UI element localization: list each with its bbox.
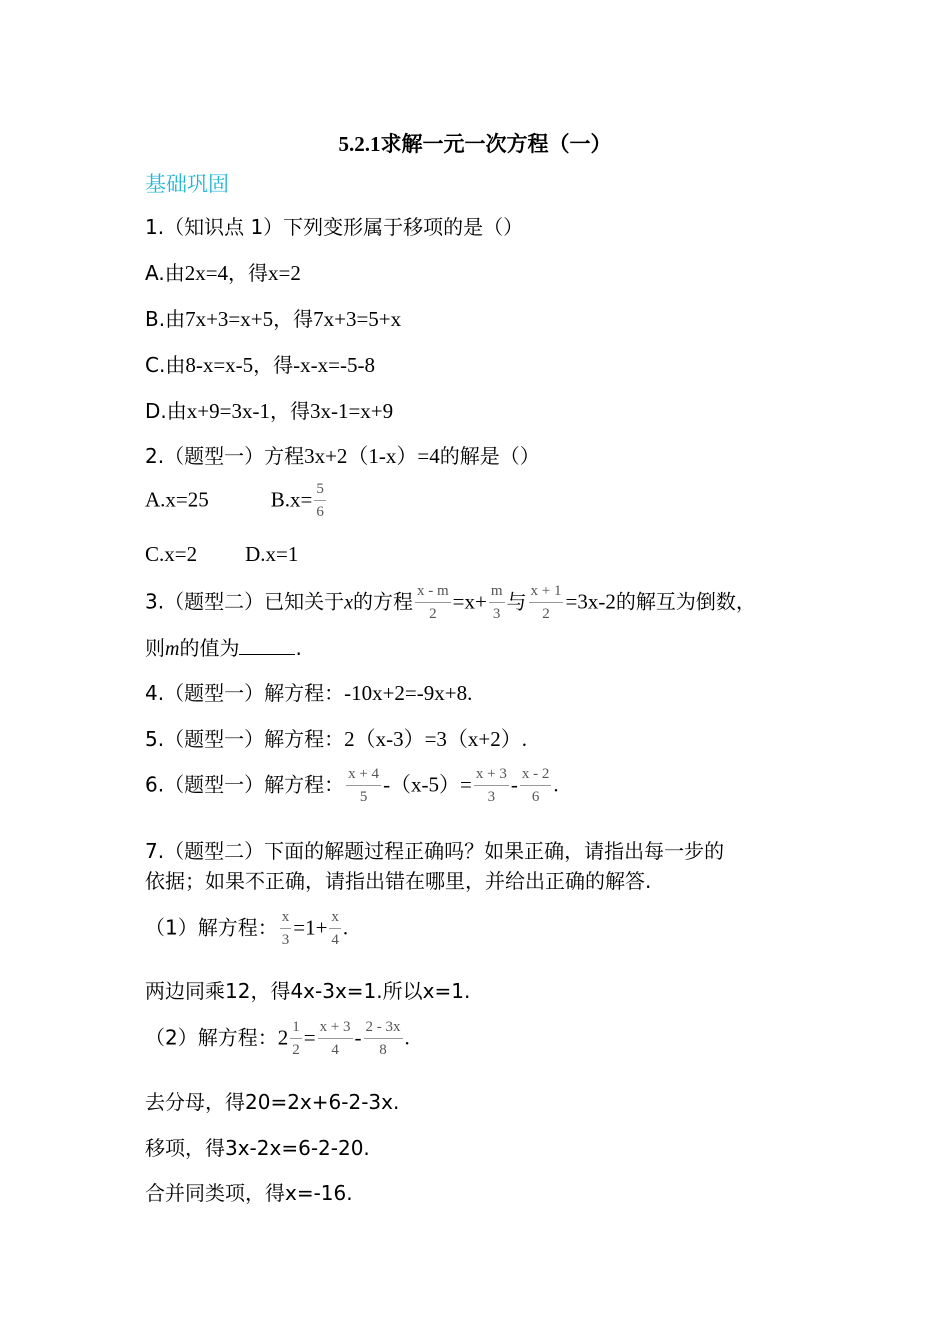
q2-b-denominator: 6 [316,504,324,520]
q3-f1-numerator: x - m [415,584,451,603]
answer-blank[interactable] [239,636,295,655]
q7-p2-f0-numerator: 1 [290,1020,302,1039]
q2-option-b: B.x= [270,487,313,512]
q2-option-c: C.x=2 [145,542,198,566]
q7-p2-f2-numerator: 2 - 3x [364,1020,403,1039]
q6-fraction-1 [346,767,381,805]
q6-f1-denominator: 5 [359,789,368,805]
q7-step-3: 合并同类项，得x=-16. [145,1181,353,1205]
q6-f2-denominator: 3 [487,789,496,805]
q1-c-middle: ，得 [253,353,294,377]
q6-f2-numerator: x + 3 [474,767,509,786]
q3-end: . [295,636,302,660]
q1-option-b [145,303,401,332]
q2-b-numerator: 5 [314,482,326,501]
q3-f2-numerator: m [489,584,505,603]
q7-part-2 [145,1020,410,1058]
q1-d-prefix: D.由 [145,399,187,423]
q7-p1-fraction-2 [329,910,341,948]
q4-equation: -10x+2=-9x+8. [344,681,473,705]
q3-line2-suffix: 的值为 [179,636,240,660]
q7-p1-f2-numerator: x [329,910,341,929]
q3-fraction-3 [529,584,564,622]
q7-p2-fraction-1 [318,1020,353,1058]
q7-p1-fraction-1 [280,910,292,948]
question-1-stem [145,211,523,240]
question-3-line-2 [145,632,302,661]
question-4 [145,677,472,706]
q2-options-row-1 [145,482,328,520]
q1-a-middle: ，得 [228,261,269,285]
q7-p2-f0-denominator: 2 [292,1042,300,1058]
q1-a-result: x=2 [268,261,301,285]
q7-p2-fraction-2 [364,1020,403,1058]
q6-fraction-2 [474,767,509,805]
q7-p1-step: 两边同乘12，得4x-3x=1.所以x=1. [145,979,471,1003]
q7-p1-prefix: （1）解方程： [145,915,278,940]
q3-fraction-2 [489,584,505,622]
q1-b-middle: ，得 [273,307,314,331]
q3-f3-denominator: 2 [542,606,550,622]
q1-stem-a: 1.（知识点 [145,215,245,239]
q2-b-fraction [314,482,326,520]
q2-option-a: A.x=25 [145,487,209,512]
q1-c-prefix: C.由 [145,353,186,377]
question-7-line-2: 依据；如果不正确，请指出错在哪里，并给出正确的解答. [145,869,652,893]
q2-stem-equation: 3x+2（1-x）=4 [304,444,440,468]
q3-prefix: 3.（题型二）已知关于 [145,589,345,614]
q6-middle-1: -（x-5）= [383,772,472,797]
q1-d-equation: x+9=3x-1 [186,399,270,423]
q6-fraction-3 [520,767,552,805]
q6-end: . [553,772,559,797]
q7-p2-f1-numerator: x + 3 [318,1020,353,1039]
q5-prefix: 5.（题型一）解方程： [145,727,345,751]
q7-p2-f2-denominator: 8 [379,1042,387,1058]
q7-p2-prefix: （2）解方程： [145,1025,278,1050]
q6-middle-2: - [510,772,518,797]
q3-m-variable: m [165,638,180,660]
q7-p1-f1-denominator: 3 [281,932,290,948]
question-3-stem [145,584,756,622]
q6-f3-denominator: 6 [531,789,540,805]
q7-p2-f1-denominator: 4 [331,1042,339,1058]
q3-f1-denominator: 2 [429,606,437,622]
q3-suffix: 的解互为倒数， [615,589,756,614]
question-7-line-1: 7.（题型二）下面的解题过程正确吗？如果正确，请指出每一步的 [145,839,725,863]
question-2-stem [145,440,540,470]
q2-stem-prefix: 2.（题型一）方程 [145,444,305,468]
q7-step-2: 移项，得3x-2x=6-2-20. [145,1136,370,1160]
q3-conjunction: 与 [506,589,527,614]
section-heading: 基础巩固 [145,172,229,196]
q5-equation: 2（x-3）=3（x+2）. [344,727,528,751]
q7-p2-whole: 2 [277,1025,289,1050]
q6-f1-numerator: x + 4 [346,767,381,786]
q7-p2-equals: = [303,1025,316,1050]
q1-b-equation: 7x+3=x+5 [185,307,274,331]
q1-d-middle: ，得 [269,399,310,423]
q6-prefix: 6.（题型一）解方程： [145,772,345,797]
q1-stem-b: 1）下列变形属于移项的是（） [250,215,524,239]
question-5 [145,723,527,753]
q7-step-1: 去分母，得20=2x+6-2-3x. [145,1090,400,1114]
q3-fraction-1 [415,584,451,622]
q2-stem-suffix: 的解是（） [439,444,540,468]
q3-line2-prefix: 则 [145,636,165,660]
q7-p2-end: . [404,1025,410,1050]
q3-equation-2: =3x-2 [565,589,616,614]
q2-option-d: D.x=1 [245,542,299,566]
q7-part-1 [145,910,348,948]
q3-variable: x [344,591,353,614]
q6-f3-numerator: x - 2 [520,767,552,786]
q1-b-prefix: B.由 [145,307,186,331]
q7-p1-f2-denominator: 4 [331,932,339,948]
page-title: 5.2.1求解一元一次方程（一） [338,132,612,156]
q1-a-equation: 2x=4 [184,261,229,285]
q1-option-c [145,349,375,378]
q1-d-result: 3x-1=x+9 [309,399,394,423]
q7-p2-middle: - [354,1025,362,1050]
q4-prefix: 4.（题型一）解方程： [145,681,345,705]
q1-option-d [145,395,393,424]
q3-f2-denominator: 3 [492,606,501,622]
question-6 [145,767,559,805]
q1-option-a [145,257,301,286]
q7-p1-middle: =1+ [293,915,328,940]
q7-p2-fraction-0 [290,1020,302,1058]
q7-p1-f1-numerator: x [280,910,292,929]
q3-f3-numerator: x + 1 [529,584,564,603]
q1-b-result: 7x+3=5+x [313,307,402,331]
q1-c-equation: 8-x=x-5 [185,353,254,377]
q1-c-result: -x-x=-5-8 [293,353,375,377]
q3-equation-1: =x+ [452,589,487,614]
q2-options-row-2 [145,542,298,567]
q3-middle: 的方程 [352,589,413,614]
q1-a-prefix: A.由 [145,261,185,285]
q7-p1-end: . [342,915,349,940]
